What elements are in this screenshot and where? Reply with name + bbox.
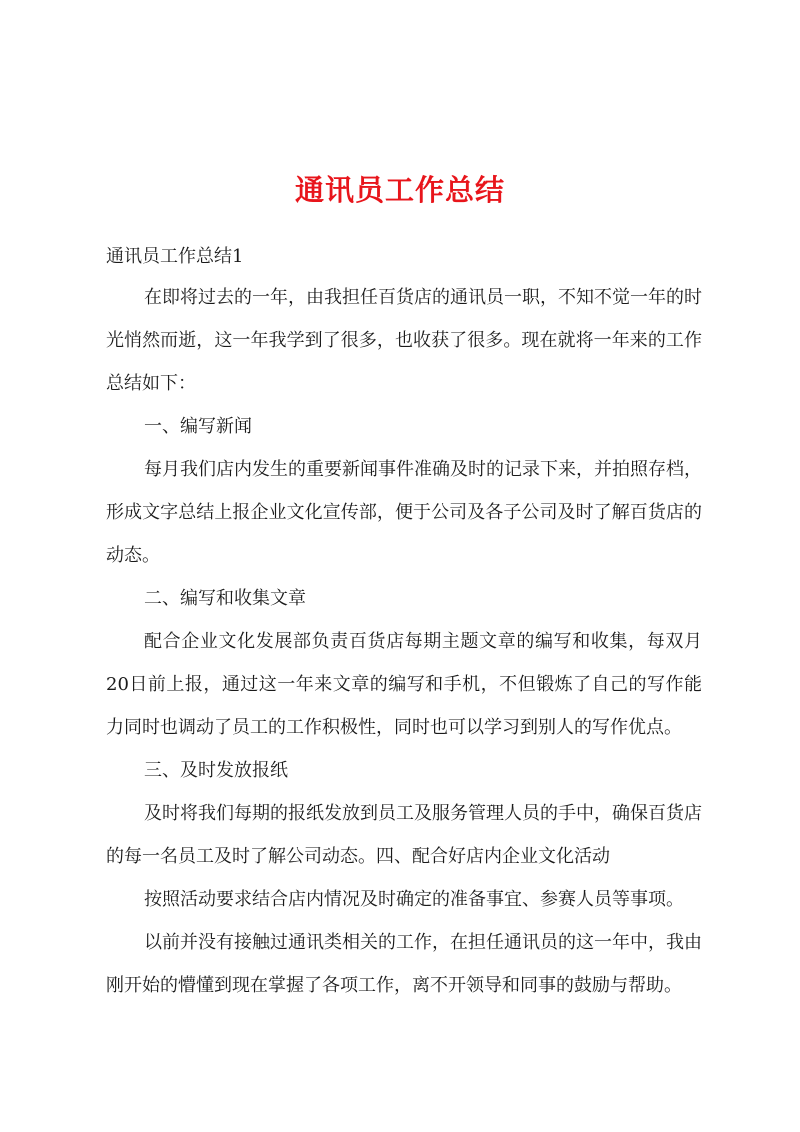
intro-paragraph: 在即将过去的一年，由我担任百货店的通讯员一职，不知不觉一年的时光悄然而逝，这一年我学到了很多，也收获了很多。现在就将一年来的工作总结如下： bbox=[106, 287, 702, 394]
closing-paragraph: 以前并没有接触过通讯类相关的工作，在担任通讯员的这一年中，我由刚开始的懵懂到现在掌握了各项工作，离不开领导和同事的鼓励与帮助。 bbox=[106, 932, 702, 996]
section-heading-news: 一、编写新闻 bbox=[144, 416, 252, 437]
newspapers-paragraph: 及时将我们每期的报纸发放到员工及服务管理人员的手中，确保百货店的每一名员工及时了解公司动态。四、配合好店内企业文化活动 bbox=[106, 803, 702, 867]
document-title: 通讯员工作总结 bbox=[294, 173, 505, 207]
document-subheading: 通讯员工作总结1 bbox=[106, 246, 244, 267]
section-heading-articles: 二、编写和收集文章 bbox=[144, 588, 306, 609]
articles-paragraph: 配合企业文化发展部负责百货店每期主题文章的编写和收集，每双月20日前上报，通过这一年来文章的编写和手机，不但锻炼了自己的写作能力同时也调动了员工的工作积极性，同时也可以学习到别人的写作优点。 bbox=[106, 631, 702, 738]
document-body bbox=[106, 238, 702, 1007]
news-paragraph: 每月我们店内发生的重要新闻事件准确及时的记录下来，并拍照存档，形成文字总结上报企业文化宣传部，便于公司及各子公司及时了解百货店的动态。 bbox=[106, 459, 702, 566]
activities-paragraph: 按照活动要求结合店内情况及时确定的准备事宜、参赛人员等事项。 bbox=[144, 889, 684, 910]
section-heading-newspapers: 三、及时发放报纸 bbox=[144, 760, 288, 781]
